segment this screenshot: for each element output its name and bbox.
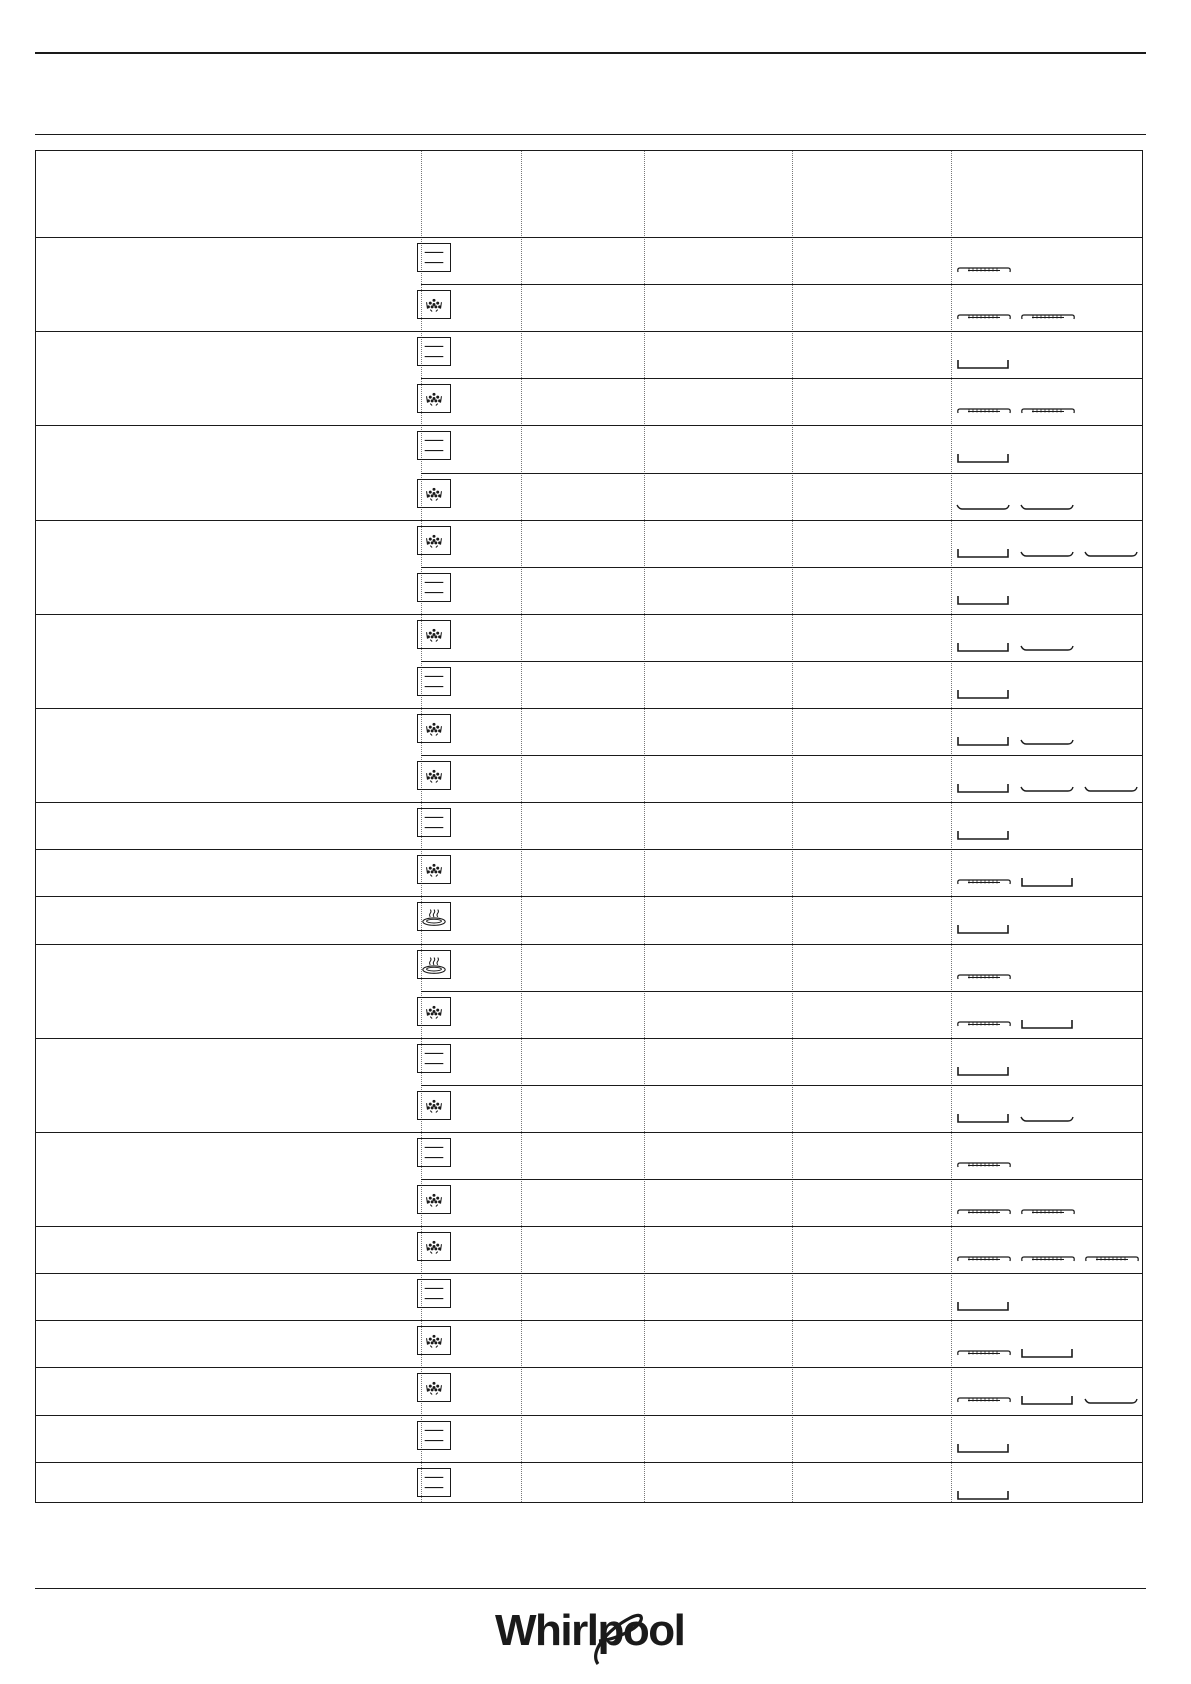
row-divider [421,473,1142,474]
row-divider [421,567,1142,568]
flat-tray-icon [1085,787,1137,791]
grill-rack-icon [958,315,1011,319]
row-divider [36,614,1142,615]
footer-rule [35,1588,1146,1589]
whirlpool-logo [495,1600,695,1670]
flat-tray-icon [1021,505,1073,509]
convection-function-icon [417,1232,451,1261]
grill-rack-icon [958,1163,1011,1167]
shelf-levels [956,593,1141,607]
baking-tray-icon [958,831,1008,839]
shelf-levels [956,1393,1141,1407]
baking-tray-icon [958,784,1008,792]
shelf-levels [956,1111,1141,1125]
conventional-function-icon [417,667,451,696]
flat-tray-icon [957,505,1009,509]
row-divider [36,849,1142,850]
flat-tray-icon [1021,1117,1073,1121]
convection-function-icon [417,1373,451,1402]
row-divider [36,331,1142,332]
shelf-levels [956,1299,1141,1313]
convection-function-icon [417,384,451,413]
grill-rack-icon [958,1398,1011,1402]
shelf-levels [956,263,1141,277]
row-divider [36,896,1142,897]
top-rule [35,52,1146,54]
grill-rack-icon [1022,1210,1075,1214]
grill-rack-icon [1022,315,1075,319]
row-divider [36,520,1142,521]
baking-tray-icon [958,1491,1008,1499]
flat-tray-icon [1085,552,1137,556]
flat-tray-icon [1085,1399,1137,1403]
baking-tray-icon [958,925,1008,933]
row-divider [421,1179,1142,1180]
baking-tray-icon [958,690,1008,698]
column-divider [792,151,793,1502]
row-divider [421,284,1142,285]
flat-tray-icon [1021,787,1073,791]
row-divider [421,755,1142,756]
shelf-levels [956,875,1141,889]
baking-tray-icon [958,643,1008,651]
conventional-function-icon [417,1279,451,1308]
shelf-levels [956,1158,1141,1172]
shelf-levels [956,970,1141,984]
flat-tray-icon [1021,740,1073,744]
grill-rack-icon [958,880,1011,884]
convection-function-icon [417,855,451,884]
shelf-levels [956,687,1141,701]
row-divider [36,1226,1142,1227]
baking-tray-icon [1022,878,1072,886]
baking-tray-icon [958,549,1008,557]
shelf-levels [956,404,1141,418]
logo-swoosh-icon [495,1600,695,1670]
row-divider [421,661,1142,662]
baking-tray-icon [958,1067,1008,1075]
row-divider [36,1367,1142,1368]
row-divider [36,237,1142,238]
shelf-levels [956,546,1141,560]
shelf-levels [956,1252,1141,1266]
cooking-table [35,150,1143,1503]
baking-tray-icon [958,1114,1008,1122]
convection-function-icon [417,479,451,508]
baking-tray-icon [958,737,1008,745]
convection-function-icon [417,290,451,319]
grill-rack-icon [958,1351,1011,1355]
convection-function-icon [417,1091,451,1120]
row-divider [421,378,1142,379]
grill-rack-icon [958,268,1011,272]
conventional-function-icon [417,431,451,460]
convection-function-icon [417,526,451,555]
conventional-function-icon [417,1138,451,1167]
convection-function-icon [417,714,451,743]
shelf-levels [956,357,1141,371]
shelf-levels [956,1064,1141,1078]
row-divider [36,1132,1142,1133]
conventional-function-icon [417,573,451,602]
row-divider [421,991,1142,992]
grill-rack-icon [958,409,1011,413]
baking-tray-icon [958,454,1008,462]
convection-function-icon [417,997,451,1026]
shelf-levels [956,1441,1141,1455]
column-divider [644,151,645,1502]
grill-rack-icon [958,1022,1011,1026]
brand-wordmark: Whirlpool [495,1606,685,1655]
grill-rack-icon [958,1257,1011,1261]
pizza-function-icon [417,950,451,979]
baking-tray-icon [958,1302,1008,1310]
grill-rack-icon [958,1210,1011,1214]
row-divider [36,425,1142,426]
shelf-levels [956,499,1141,513]
shelf-levels [956,451,1141,465]
row-divider [36,1038,1142,1039]
convection-function-icon [417,620,451,649]
row-divider [36,708,1142,709]
shelf-levels [956,310,1141,324]
conventional-function-icon [417,243,451,272]
grill-rack-icon [958,975,1011,979]
row-divider [36,944,1142,945]
convection-function-icon [417,761,451,790]
shelf-levels [956,781,1141,795]
flat-tray-icon [1021,646,1073,650]
header-rule [35,134,1146,135]
row-divider [36,1320,1142,1321]
column-divider [951,151,952,1502]
shelf-levels [956,734,1141,748]
shelf-levels [956,640,1141,654]
shelf-levels [956,1488,1141,1502]
baking-tray-icon [958,1444,1008,1452]
grill-rack-icon [1022,1257,1075,1261]
baking-tray-icon [1022,1396,1072,1404]
grill-rack-icon [1086,1257,1139,1261]
row-divider [36,1273,1142,1274]
baking-tray-icon [1022,1020,1072,1028]
baking-tray-icon [1022,1349,1072,1357]
pizza-function-icon [417,902,451,931]
grill-rack-icon [1022,409,1075,413]
convection-function-icon [417,1326,451,1355]
shelf-levels [956,1017,1141,1031]
convection-function-icon [417,1185,451,1214]
shelf-levels [956,828,1141,842]
shelf-levels [956,922,1141,936]
row-divider [421,1085,1142,1086]
row-divider [36,1462,1142,1463]
conventional-function-icon [417,1044,451,1073]
shelf-levels [956,1346,1141,1360]
column-divider [521,151,522,1502]
flat-tray-icon [1021,552,1073,556]
baking-tray-icon [958,596,1008,604]
conventional-function-icon [417,1421,451,1450]
conventional-function-icon [417,1468,451,1497]
row-divider [36,802,1142,803]
baking-tray-icon [958,360,1008,368]
conventional-function-icon [417,337,451,366]
shelf-levels [956,1205,1141,1219]
conventional-function-icon [417,808,451,837]
row-divider [36,1415,1142,1416]
